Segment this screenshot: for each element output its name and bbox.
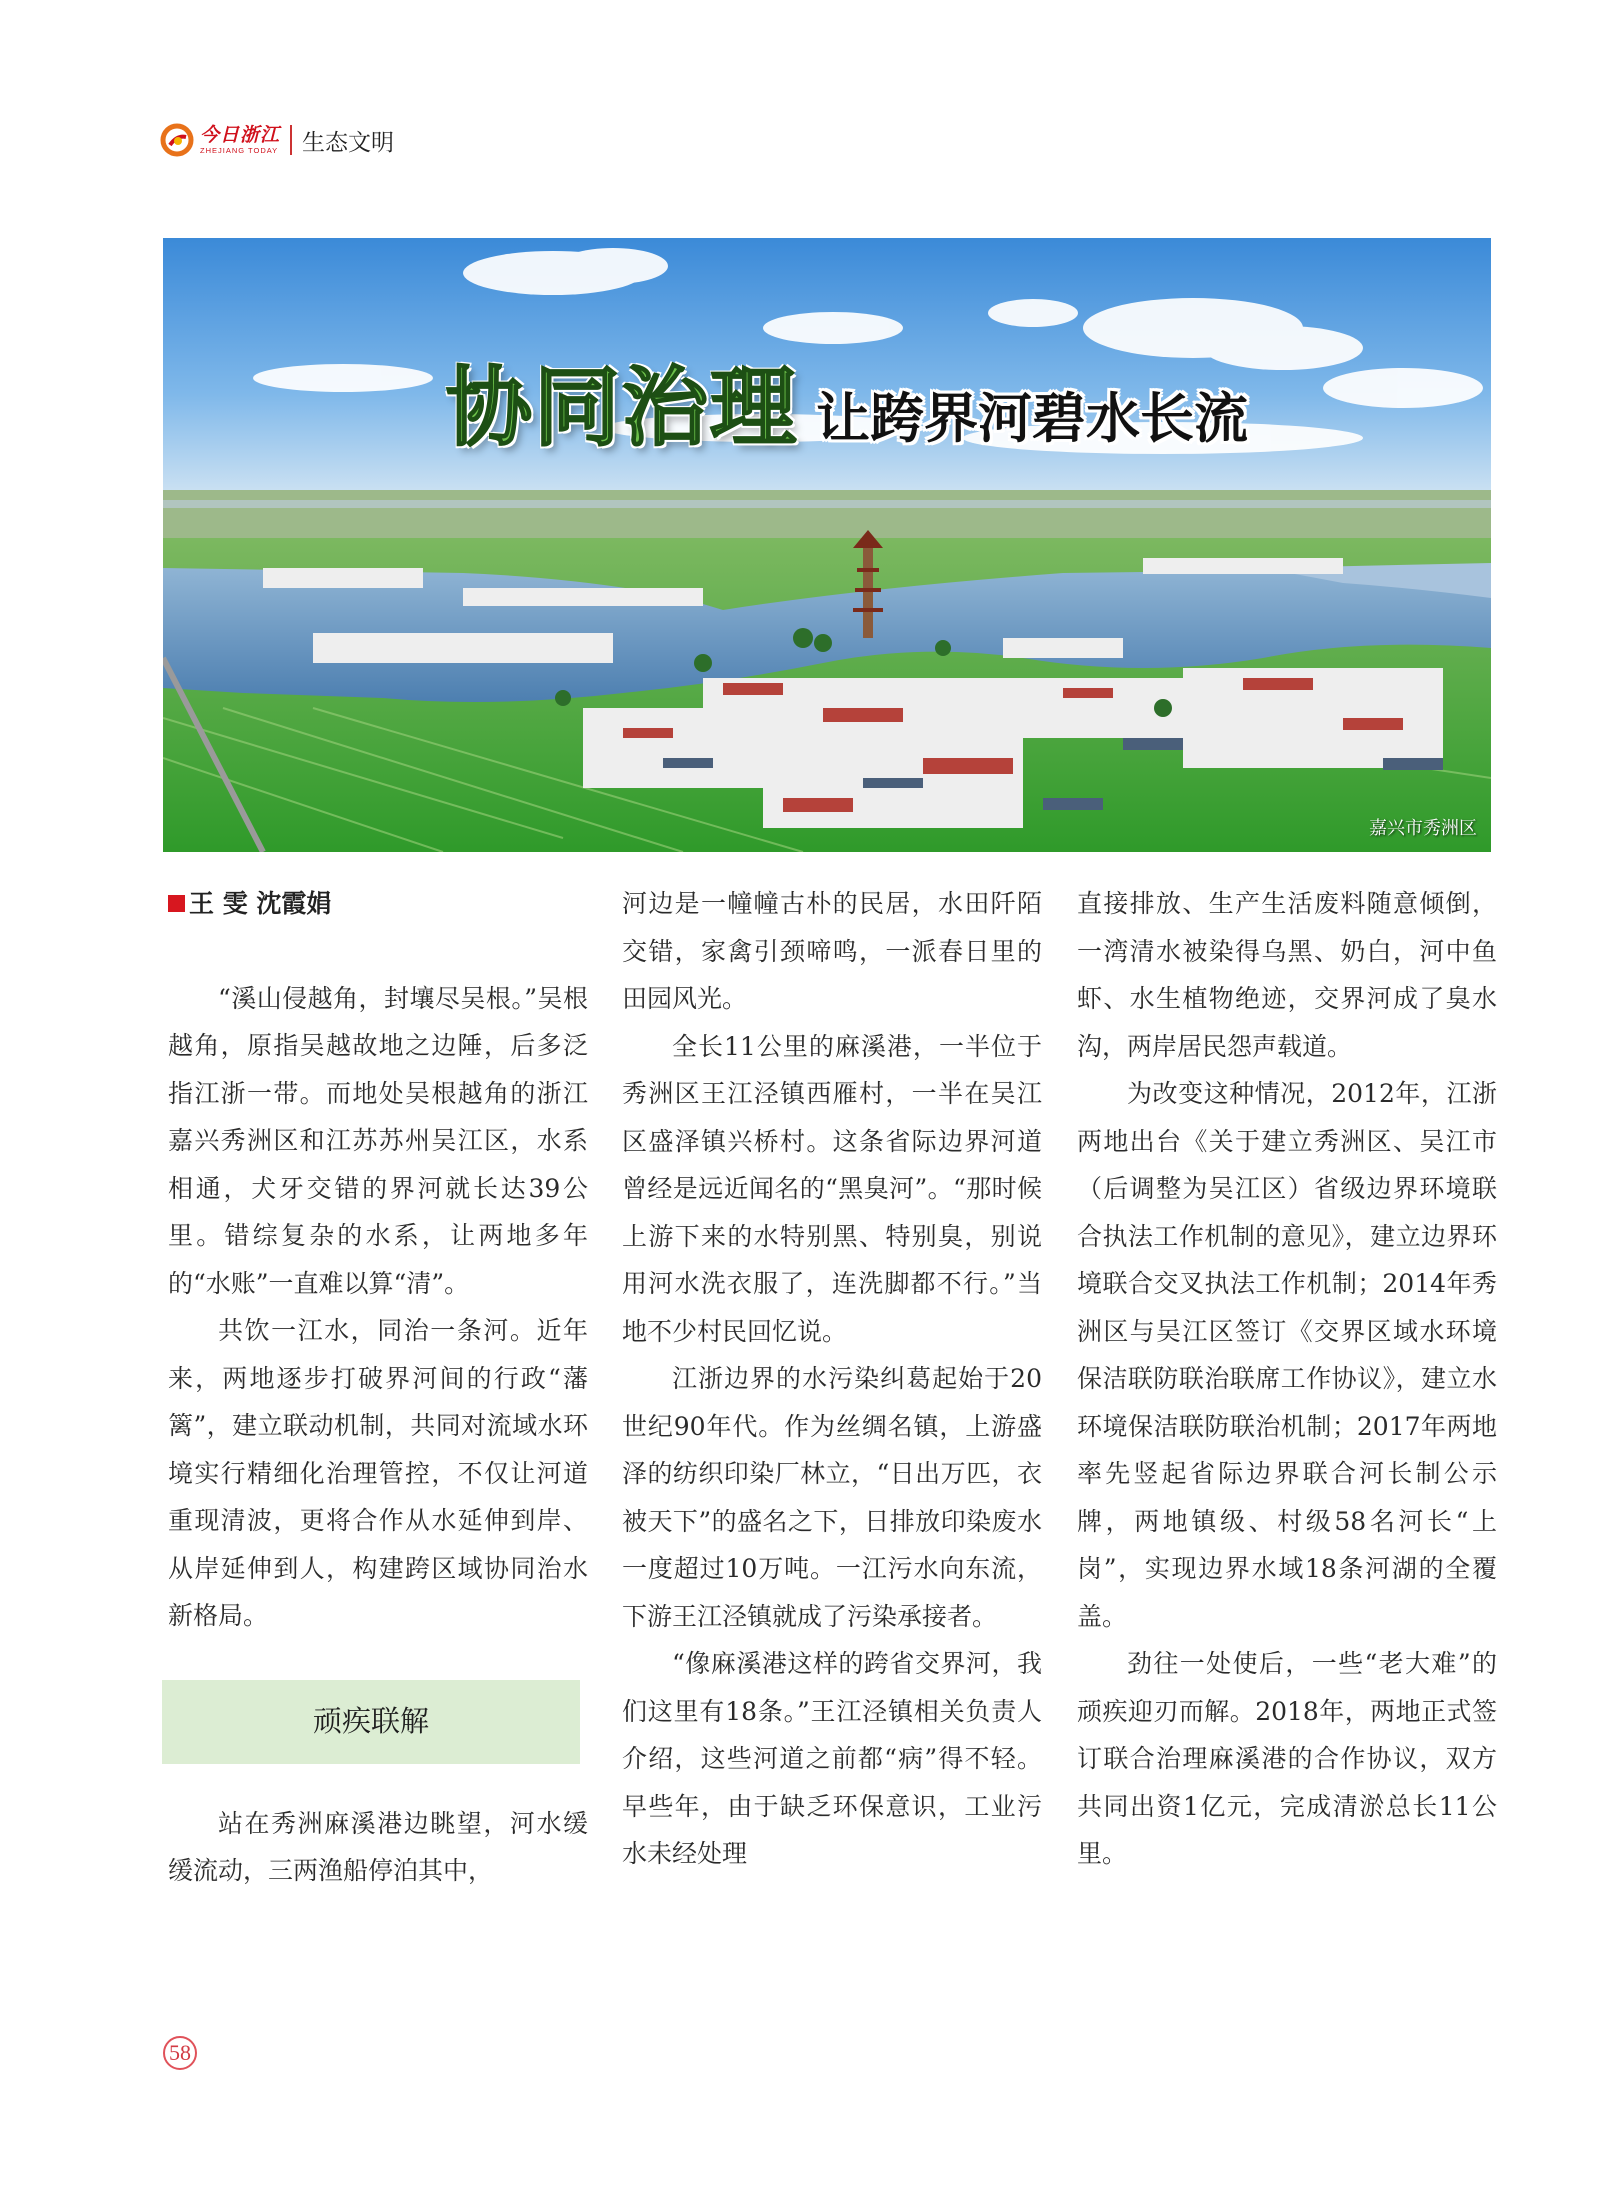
section-subhead: 顽疾联解 — [162, 1680, 580, 1764]
paragraph: 江浙边界的水污染纠葛起始于20世纪90年代。作为丝绸名镇，上游盛泽的纺织印染厂林立，“日出万匹，衣被天下”的盛名之下，日排放印染废水一度超过10万吨。一江污水向东流，下游王江泾镇就成了污染承接者。 — [622, 1364, 1042, 1631]
title-main: 协同治理 — [446, 358, 798, 458]
text-column-2 — [622, 880, 1042, 1878]
paragraph: 劲往一处使后，一些“老大难”的顽疾迎刃而解。2018年，两地正式签订联合治理麻溪港的合作协议，双方共同出资1亿元，完成清淤总长11公里。 — [1077, 1649, 1497, 1868]
photo-caption: 嘉兴市秀洲区 — [1369, 818, 1477, 839]
hero-photo — [163, 238, 1491, 852]
text-column-3 — [1077, 880, 1497, 1878]
paragraph: 共饮一江水，同治一条河。近年来，两地逐步打破界河间的行政“藩篱”，建立联动机制，共同对流域水环境实行精细化治理管控，不仅让河道重现清波，更将合作从水延伸到岸、从岸延伸到人，构建跨区域协同治水新格局。 — [168, 1316, 588, 1630]
author-names: 王 雯 沈霞娟 — [189, 889, 332, 918]
paragraph: “溪山侵越角，封壤尽吴根。”吴根越角，原指吴越故地之边陲，后多泛指江浙一带。而地处吴根越角的浙江嘉兴秀洲区和江苏苏州吴江区，水系相通，犬牙交错的界河就长达39公里。错综复杂的水系，让两地多年的“水账”一直难以算“清”。 — [168, 983, 588, 1298]
paragraph: 全长11公里的麻溪港，一半位于秀洲区王江泾镇西雁村，一半在吴江区盛泽镇兴桥村。这条省际边界河道曾经是远近闻名的“黑臭河”。“那时候上游下来的水特别黑、特别臭，别说用河水洗衣服了，连洗脚都不行。”当地不少村民回忆说。 — [622, 1031, 1042, 1346]
aerial-landscape-image — [163, 238, 1491, 852]
paragraph-continued: 河边是一幢幢古朴的民居，水田阡陌交错，家禽引颈啼鸣，一派春日里的田园风光。 — [622, 889, 1042, 1013]
paragraph: 站在秀洲麻溪港边眺望，河水缓缓流动，三两渔船停泊其中， — [168, 1808, 588, 1885]
byline — [168, 880, 588, 928]
paragraph: “像麻溪港这样的跨省交界河，我们这里有18条。”王江泾镇相关负责人介绍，这些河道之前都“病”得不轻。早些年，由于缺乏环保意识，工业污水未经处理 — [622, 1649, 1042, 1868]
paragraph: 为改变这种情况，2012年，江浙两地出台《关于建立秀洲区、吴江市（后调整为吴江区）省级边界环境联合执法工作机制的意见》，建立边界环境联合交叉执法工作机制；2014年秀洲区与吴江区签订《交界区域水环境保洁联防联治联席工作协议》，建立水环境保洁联防联治机制；2017年两地率先竖起省际边界联合河长制公示牌，两地镇级、村级58名河长“上岗”，实现边界水域18条河湖的全覆盖。 — [1077, 1079, 1497, 1631]
paragraph-continued: 直接排放、生产生活废料随意倾倒，一湾清水被染得乌黑、奶白，河中鱼虾、水生植物绝迹，交界河成了臭水沟，两岸居民怨声载道。 — [1077, 889, 1497, 1061]
red-square-icon — [168, 895, 185, 912]
magazine-header — [160, 118, 394, 162]
page-number: 58 — [163, 2036, 197, 2070]
logo-name: 今日浙江 — [200, 123, 281, 146]
article-title — [163, 338, 1491, 462]
title-sub: 让跨界河碧水长流 — [816, 386, 1248, 450]
header-divider — [290, 125, 292, 155]
logo-sun-icon — [160, 123, 194, 157]
logo-name-en: ZHEJIANG TODAY — [200, 145, 279, 155]
logo — [200, 123, 281, 155]
text-column-1 — [168, 880, 588, 1895]
section-name: 生态文明 — [302, 129, 395, 156]
